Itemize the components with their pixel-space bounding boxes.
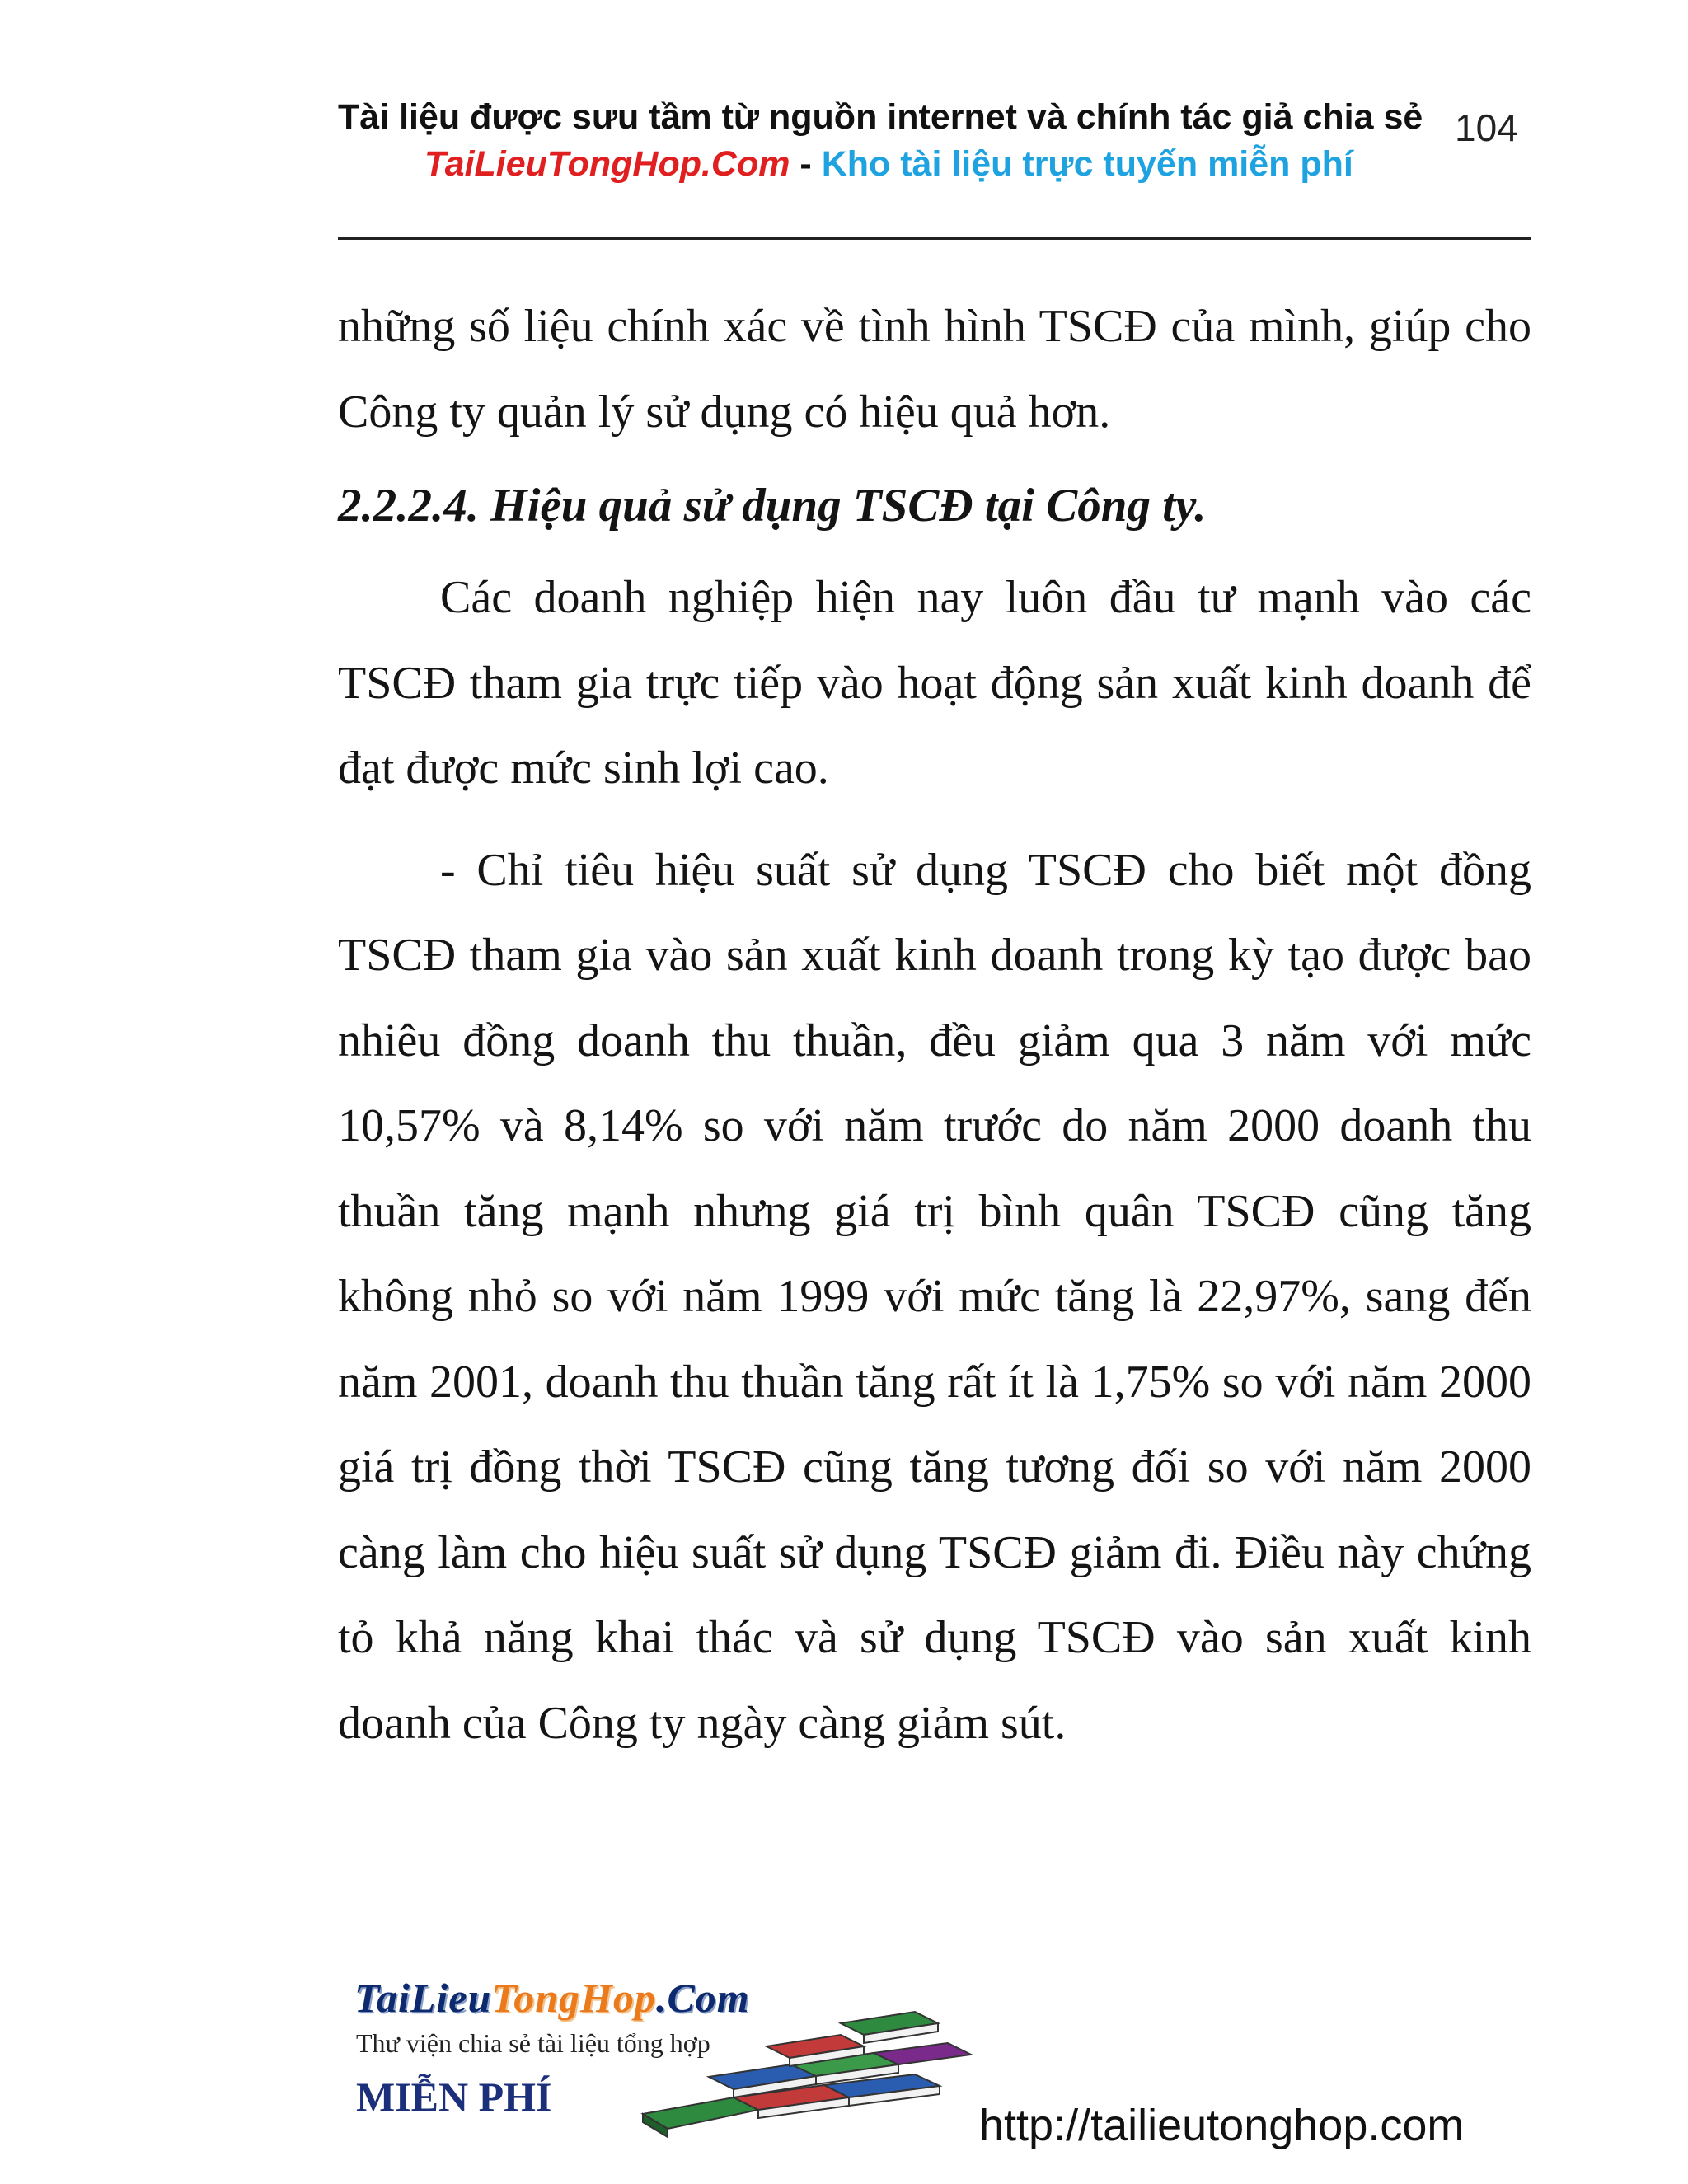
header-separator: - (790, 144, 822, 184)
header-tagline: Kho tài liệu trực tuyến miễn phí (821, 144, 1353, 184)
paragraph-gap (338, 812, 1531, 828)
page-number: 104 (1455, 106, 1518, 149)
section-heading: 2.2.2.4. Hiệu quả sử dụng TSCĐ tại Công ty. (338, 480, 1207, 532)
header-site-line (338, 144, 1533, 185)
header-site-link[interactable]: TaiLieuTongHop.Com (424, 144, 790, 184)
paragraph-continued: những số liệu chính xác về tình hình TSCĐ của mình, giúp cho Công ty quản lý sử dụng có hiệu quả hơn. (338, 301, 1531, 438)
logo-free-label: MIỄN PHÍ (356, 2074, 552, 2120)
books-stack-icon (593, 2007, 981, 2139)
logo-wordmark-part2: TongHop (491, 1975, 656, 2021)
paragraph-indicator: - Chỉ tiêu hiệu suất sử dụng TSCĐ cho biết một đồng TSCĐ tham gia vào sản xuất kinh doanh trong kỳ tạo được bao nhiêu đồng doanh thu thuần, đều giảm qua 3 năm với mức 10,57% và 8,14% so với năm trước do năm 2000 doanh thu thuần tăng mạnh nhưng giá trị bình quân TSCĐ cũng tăng không nhỏ so với năm 1999 với mức tăng là 22,97%, sang đến năm 2001, doanh thu thuần tăng rất ít là 1,75% so với năm 2000 giá trị đồng thời TSCĐ cũng tăng tương đối so với năm 2000 càng làm cho hiệu suất sử dụng TSCĐ giảm đi. Điều này chứng tỏ khả năng khai thác và sử dụng TSCĐ vào sản xuất kinh doanh của Công ty ngày càng giảm sút. (338, 844, 1531, 1749)
footer-url-link[interactable]: http://tailieutonghop.com (979, 2101, 1465, 2150)
header-source-note: Tài liệu được sưu tầm từ nguồn internet và chính tác giả chia sẻ (338, 97, 1423, 137)
header-divider (338, 237, 1531, 240)
footer-logo[interactable] (346, 1974, 973, 2139)
logo-wordmark-part3: .Com (655, 1975, 750, 2021)
page-body (338, 284, 1531, 1766)
logo-wordmark-part1: TaiLieu (354, 1975, 492, 2021)
paragraph-intro: Các doanh nghiệp hiện nay luôn đầu tư mạnh vào các TSCĐ tham gia trực tiếp vào hoạt động sản xuất kinh doanh để đạt được mức sinh lợi cao. (338, 572, 1531, 794)
page-header (338, 97, 1533, 185)
logo-subtitle: Thư viện chia sẻ tài liệu tổng hợp (356, 2028, 710, 2058)
